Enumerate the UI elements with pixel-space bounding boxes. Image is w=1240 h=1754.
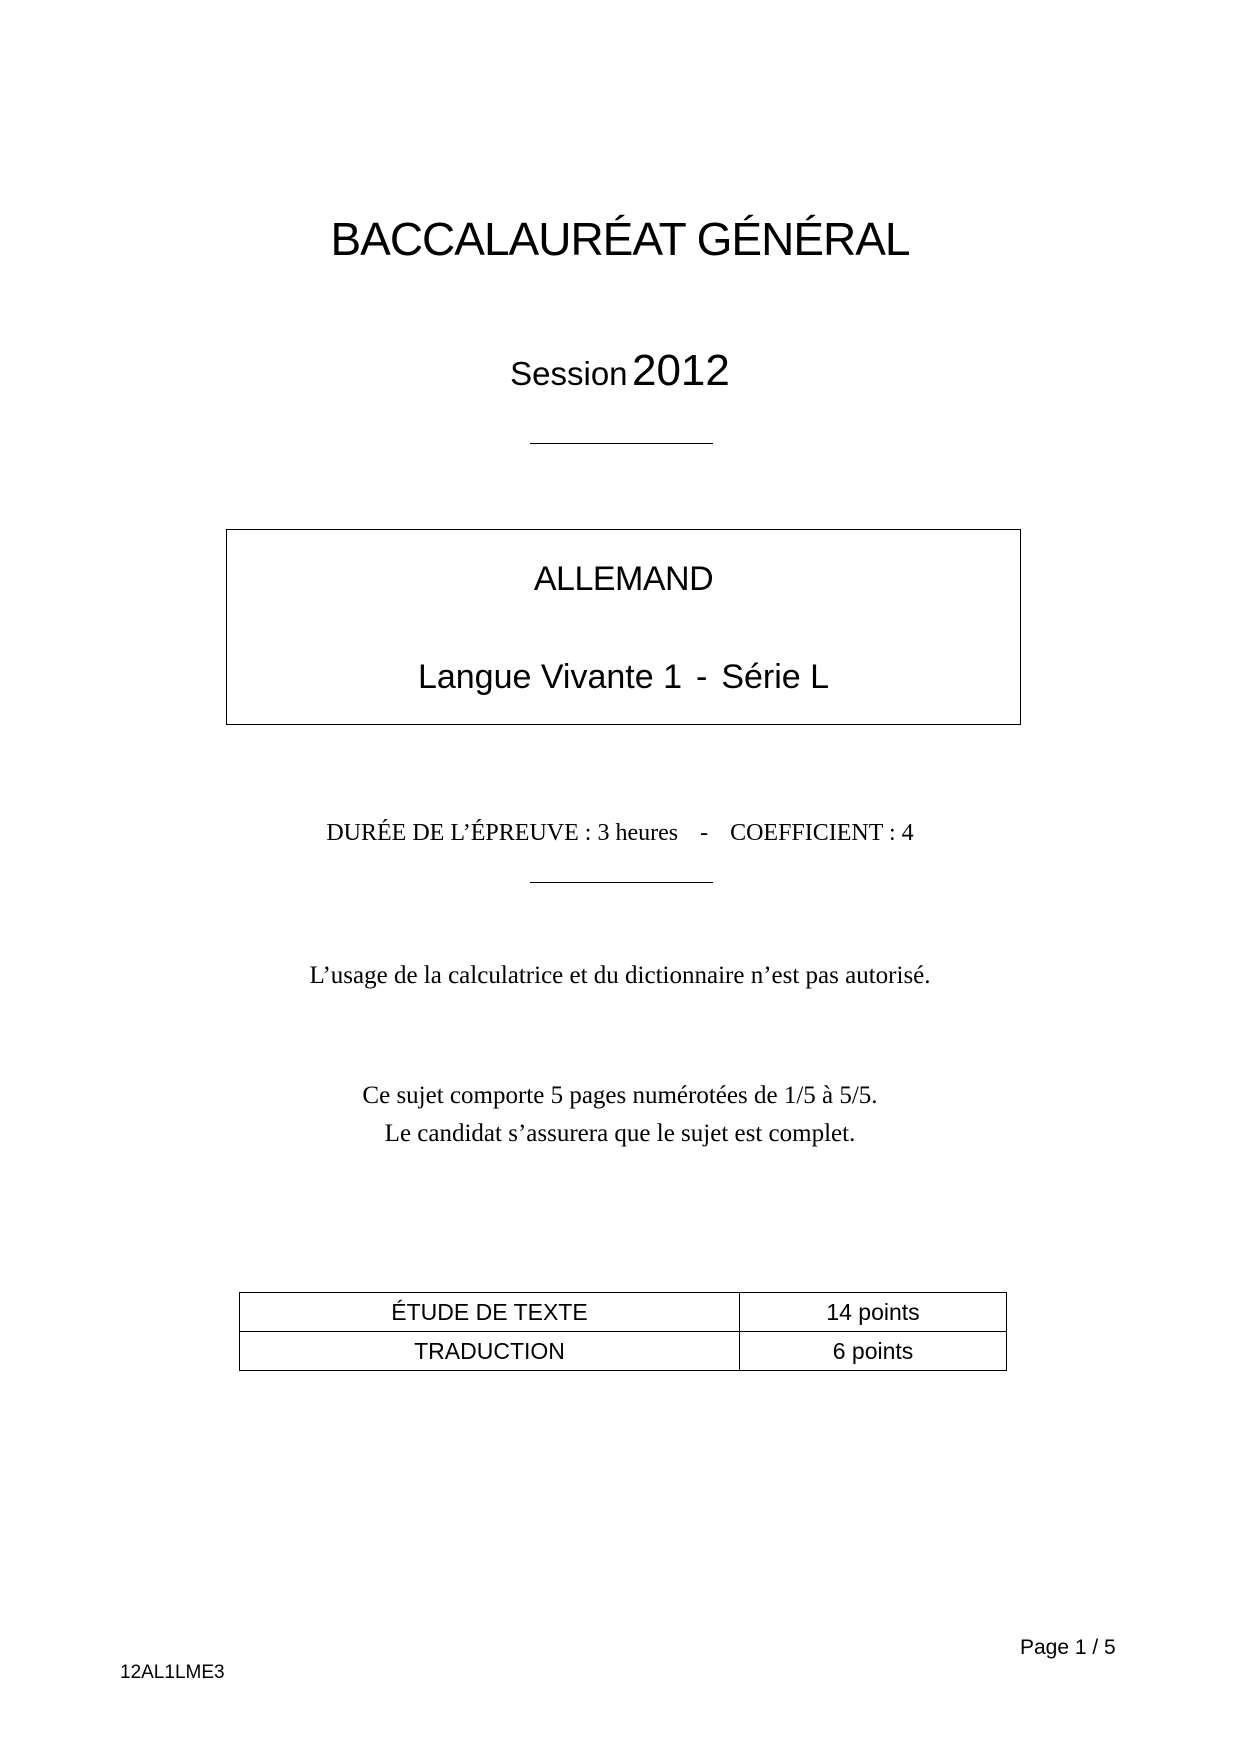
exam-title: BACCALAURÉAT GÉNÉRAL	[330, 213, 910, 265]
duration-value: 3 heures	[597, 820, 679, 846]
subject-separator: -	[696, 658, 708, 696]
coefficient-value: 4	[901, 820, 914, 846]
completeness-note: Le candidat s’assurera que le sujet est complet.	[384, 1120, 856, 1147]
subject-series: Série L	[721, 658, 830, 696]
session-label: Session	[510, 355, 628, 392]
document-code: 12AL1LME3	[120, 1662, 225, 1683]
subject-language: Langue Vivante 1	[417, 658, 682, 696]
duration-separator: -	[700, 820, 709, 846]
points-cell: 14 points	[740, 1293, 1007, 1332]
coefficient-label: COEFFICIENT :	[730, 820, 896, 846]
subject-series-line	[226, 658, 1021, 697]
page-number: Page 1 / 5	[1020, 1636, 1116, 1659]
subject-name: ALLEMAND	[533, 560, 714, 598]
session-line	[0, 346, 1240, 396]
pages-note: Ce sujet comporte 5 pages numérotées de 1/5 à 5/5.	[362, 1082, 878, 1109]
scoring-table	[239, 1292, 1007, 1371]
section-cell: ÉTUDE DE TEXTE	[240, 1293, 740, 1332]
points-cell: 6 points	[740, 1332, 1007, 1371]
divider	[530, 882, 713, 883]
exam-duration-line	[0, 820, 1240, 847]
table-row	[240, 1332, 1007, 1371]
usage-note: L’usage de la calculatrice et du dictionnaire n’est pas autorisé.	[309, 962, 931, 989]
divider	[530, 443, 713, 444]
duration-label: DURÉE DE L’ÉPREUVE :	[326, 820, 592, 846]
session-year: 2012	[631, 346, 730, 395]
table-row	[240, 1293, 1007, 1332]
section-cell: TRADUCTION	[240, 1332, 740, 1371]
